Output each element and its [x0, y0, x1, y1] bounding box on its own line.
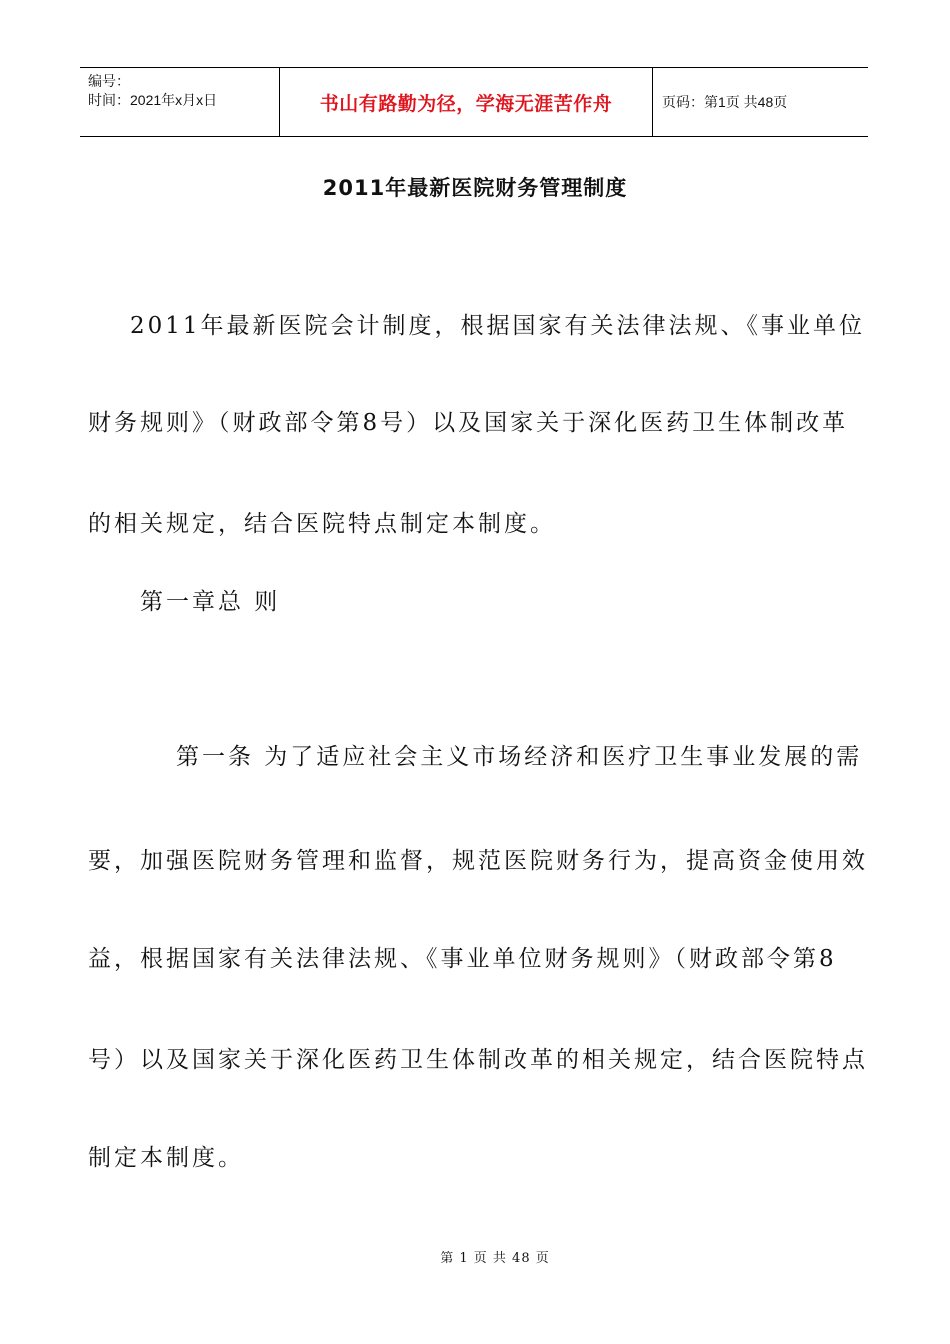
body-line: 益，根据国家有关法律法规、《事业单位财务规则》（财政部令第8 [88, 946, 837, 972]
body-line: 第一条 为了适应社会主义市场经济和医疗卫生事业发展的需 [176, 744, 863, 770]
header-meta-cell [80, 68, 280, 136]
body-line: 制定本制度。 [88, 1145, 244, 1171]
body-line: 号）以及国家关于深化医药卫生体制改革的相关规定，结合医院特点 [88, 1047, 868, 1073]
document-header-table [80, 67, 868, 137]
header-motto-cell [280, 68, 653, 136]
document-time-label: 时间：2021年x月x日 [88, 92, 218, 108]
body-line: 的相关规定，结合医院特点制定本制度。 [88, 511, 556, 537]
body-line: 2011年最新医院会计制度，根据国家有关法律法规、《事业单位 [130, 313, 866, 339]
chapter-heading: 第一章总 则 [140, 589, 281, 615]
header-page-cell [653, 68, 868, 136]
page-footer: 第 1 页 共 48 页 [440, 1251, 550, 1266]
body-line: 财务规则》（财政部令第8号）以及国家关于深化医药卫生体制改革 [88, 410, 849, 436]
document-number-label: 编号： [88, 73, 130, 89]
page-info-label: 页码：第1页 共48页 [662, 94, 788, 110]
motto-text: 书山有路勤为径，学海无涯苦作舟 [319, 92, 613, 115]
document-title: 2011年最新医院财务管理制度 [322, 176, 628, 200]
body-line: 要，加强医院财务管理和监督，规范医院财务行为，提高资金使用效 [88, 848, 868, 874]
